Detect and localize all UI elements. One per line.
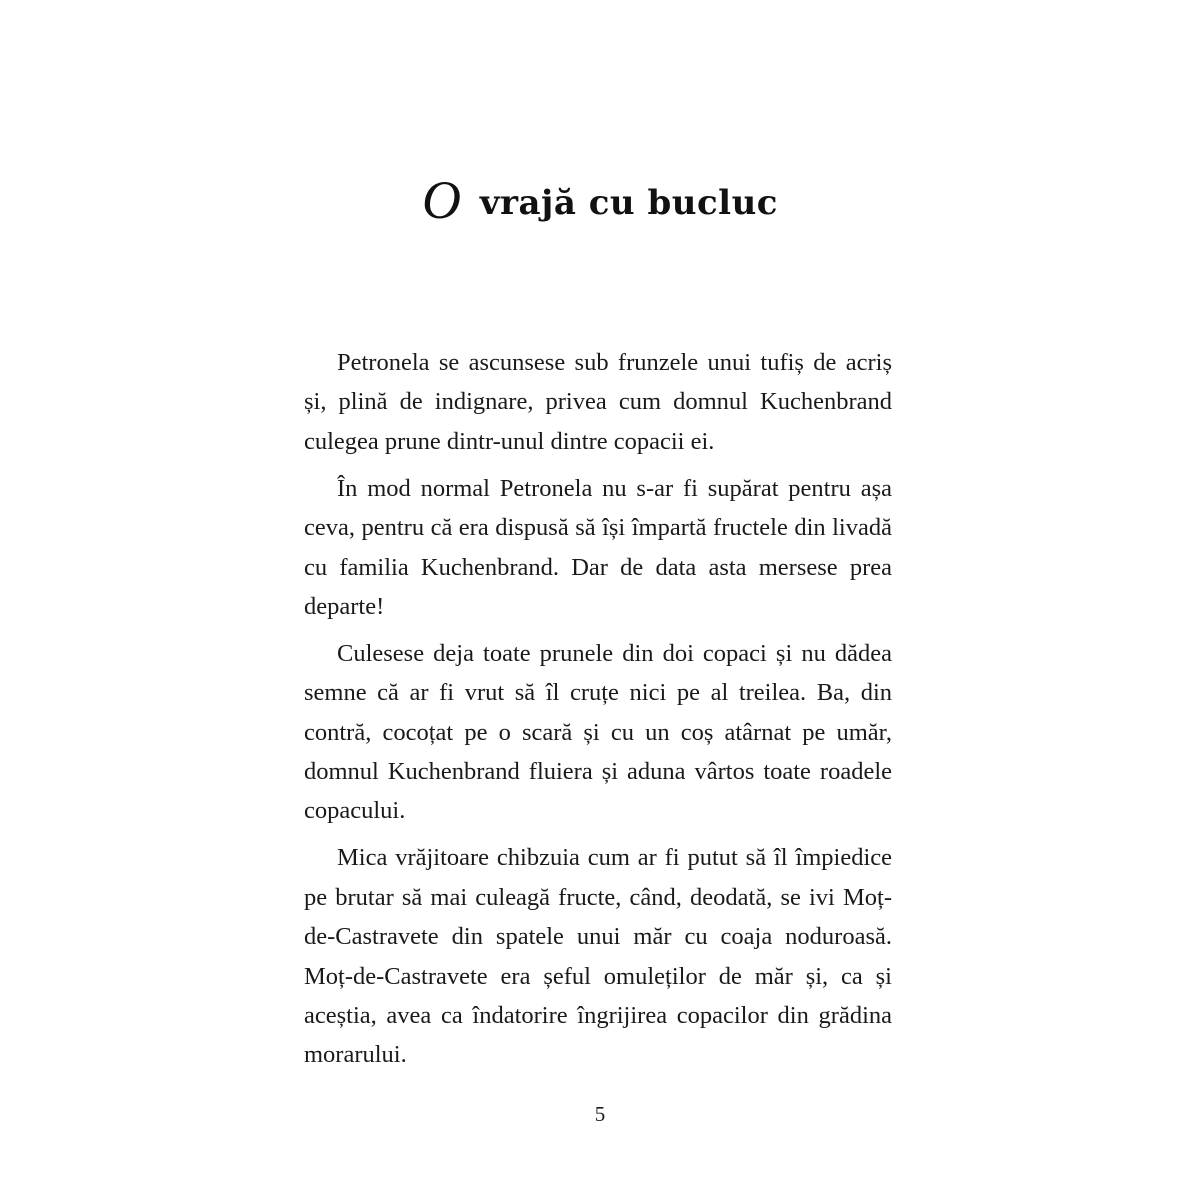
chapter-title: [0, 172, 1200, 231]
chapter-body: [304, 343, 892, 1082]
chapter-title-initial: O: [422, 170, 462, 230]
paragraph-4: Mica vrăjitoare chibzuia cum ar fi putut să îl împiedice pe brutar să mai culeagă fructe, când, deodată, se ivi Moț-de-Castravete din spatele unui măr cu coaja noduroasă. Moț-de-Castravete era șeful omuleților de măr și, ca și aceștia, avea ca îndatorire îngrijirea copacilor din grădina morarului.: [304, 844, 892, 1069]
chapter-title-text: vrajă cu bucluc: [467, 183, 778, 223]
paragraph-3: Culesese deja toate prunele din doi copaci și nu dădea semne că ar fi vrut să îl cruțe nici pe al treilea. Ba, din contră, cocoțat pe o scară și cu un coș atârnat pe umăr, domnul Kuchenbrand fluiera și aduna vârtos toate roadele copacului.: [304, 639, 892, 825]
page-number: 5: [594, 1102, 606, 1126]
paragraph-1: Petronela se ascunsese sub frunzele unui tufiș de acriș și, plină de indignare, privea cum domnul Kuchenbrand culegea prune dintr-unul dintre copacii ei.: [304, 349, 892, 455]
paragraph-2: În mod normal Petronela nu s-ar fi supărat pentru așa ceva, pentru că era dispusă să își împartă fructele din livadă cu familia Kuchenbrand. Dar de data asta mersese prea departe!: [304, 474, 892, 620]
